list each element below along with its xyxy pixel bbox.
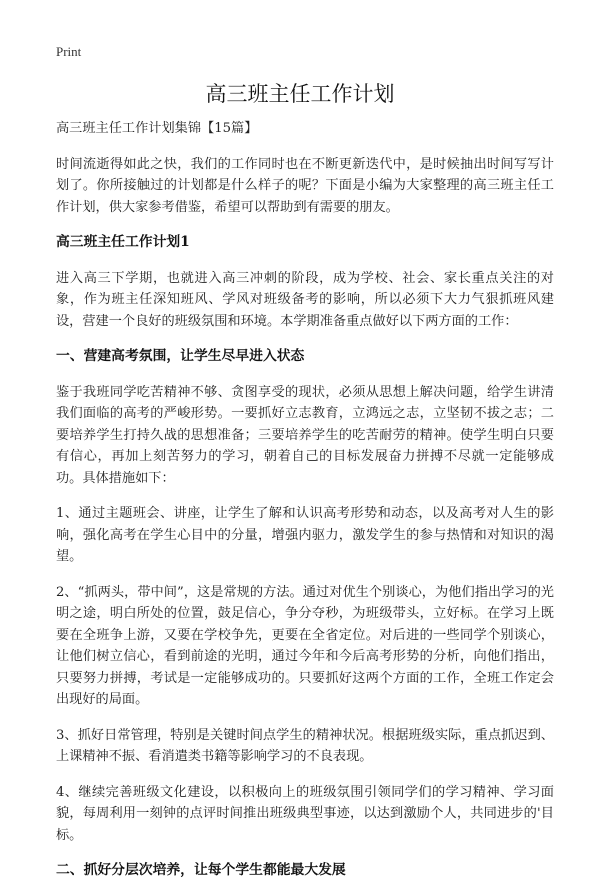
- list-item-4: 4、继续完善班级文化建设，以积极向上的班级氛围引领同学们的学习精神、学习面貌，每周利用一刻钟的点评时间推出班级典型事迹，以达到激励个人，共同进步的'目标。: [56, 784, 554, 843]
- intro-paragraph: 时间流逝得如此之快，我们的工作同时也在不断更新迭代中，是时候抽出时间写写计划了。你所接触过的计划都是什么样子的呢？下面是小编为大家整理的高三班主任工作计划，供大家参考借鉴，希望可以帮助到有需要的朋友。: [56, 156, 554, 215]
- section-paragraph: 进入高三下学期，也就进入高三冲刺的阶段，成为学校、社会、家长重点关注的对象，作为班主任深知班风、学风对班级备考的影响，所以必须下大力气狠抓班风建设，营建一个良好的班级氛围和环境。本学期准备重点做好以下两方面的工作：: [56, 270, 554, 329]
- list-item-2: 2、“抓两头，带中间”，这是常规的方法。通过对优生个别谈心，为他们指出学习的光明之途，明白所处的位置，鼓足信心，争分夺秒，为班级带头，立好标。在学习上既要在全班争上游，又要在学校争先，更要在全省定位。对后进的一些同学个别谈心，让他们树立信心，看到前途的光明，通过今年和今后高考形势的分析，向他们指出，只要努力拼搏，考试是一定能够成功的。只要抓好这两个方面的工作，全班工作定会出现好的局面。: [56, 584, 554, 707]
- list-item-1: 1、通过主题班会、讲座，让学生了解和认识高考形势和动态，以及高考对人生的影响，强化高考在学生心目中的分量，增强内驱力，激发学生的参与热情和对知识的渴望。: [56, 506, 554, 564]
- list-item-3: 3、抓好日常管理，特别是关键时间点学生的精神状况。根据班级实际，重点抓迟到、上课精神不振、看消遣类书籍等影响学习的不良表现。: [56, 727, 554, 764]
- part-heading-2: 二、抓好分层次培养，让每个学生都能最大发展: [56, 862, 346, 878]
- article-subtitle: 高三班主任工作计划集锦【15篇】: [56, 121, 258, 136]
- print-link[interactable]: Print: [56, 44, 82, 59]
- article-body: [56, 118, 554, 896]
- part-paragraph: 鉴于我班同学吃苦精神不够、贪图享受的现状，必须从思想上解决问题，给学生讲清我们面临的高考的严峻形势。一要抓好立志教育，立鸿远之志，立坚韧不拔之志；二要培养学生打持久战的思想准备；三要培养学生的吃苦耐劳的精神。使学生明白只要有信心，再加上刻苦努力的学习，朝着自己的目标发展奋力拼搏不尽就一定能够成功。具体措施如下：: [56, 384, 554, 486]
- section-heading: 高三班主任工作计划1: [56, 234, 190, 250]
- page-title: 高三班主任工作计划: [205, 82, 395, 106]
- part-heading: 一、营建高考氛围，让学生尽早进入状态: [56, 348, 305, 364]
